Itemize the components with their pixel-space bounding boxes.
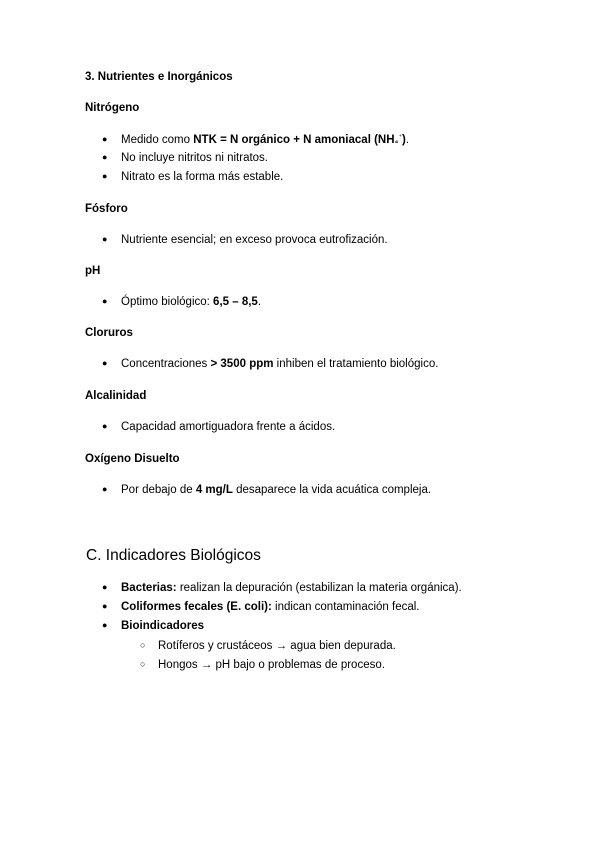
- sublist-item-rotiferos: ○ Rotíferos y crustáceos → agua bien depurada.: [140, 640, 396, 652]
- list-item-fosforo: ● Nutriente esencial; en exceso provoca eutrofización.: [102, 234, 388, 246]
- bullet-icon: ●: [102, 171, 108, 181]
- sublist-item-hongos: ○ Hongos → pH bajo o problemas de proceso.: [140, 659, 385, 671]
- section-c-title: C. Indicadores Biológicos: [86, 547, 261, 564]
- list-item-bioindicadores: ● Bioindicadores: [102, 620, 205, 632]
- bullet-icon: ●: [102, 152, 108, 162]
- list-item-ntk: ● Medido como NTK = N orgánico + N amoniacal (NH₄⁺).: [102, 134, 410, 146]
- bullet-icon: ●: [102, 358, 108, 368]
- list-item-alcalinidad: ● Capacidad amortiguadora frente a ácidos.: [102, 421, 336, 433]
- bullet-icon: ●: [102, 421, 108, 431]
- list-item-nitritos: ● No incluye nitritos ni nitratos.: [102, 152, 269, 164]
- heading-oxigeno-disuelto: Oxígeno Disuelto: [85, 453, 180, 465]
- list-item-oxigeno: ● Por debajo de 4 mg/L desaparece la vida acuática compleja.: [102, 484, 432, 496]
- list-item-cloruros: ● Concentraciones > 3500 ppm inhiben el tratamiento biológico.: [102, 358, 439, 370]
- heading-nitrogeno: Nitrógeno: [85, 102, 140, 114]
- bullet-icon: ●: [102, 620, 108, 630]
- bullet-icon: ●: [102, 296, 108, 306]
- heading-fosforo: Fósforo: [85, 203, 128, 215]
- bullet-icon: ●: [102, 582, 108, 592]
- bullet-icon: ●: [102, 234, 108, 244]
- heading-ph: pH: [85, 265, 101, 277]
- section-3-title: 3. Nutrientes e Inorgánicos: [85, 71, 233, 83]
- hollow-bullet-icon: ○: [140, 659, 146, 669]
- bullet-icon: ●: [102, 601, 108, 611]
- list-item-nitrato: ● Nitrato es la forma más estable.: [102, 171, 284, 183]
- bullet-icon: ●: [102, 484, 108, 494]
- list-item-ph: ● Óptimo biológico: 6,5 – 8,5.: [102, 296, 262, 308]
- heading-cloruros: Cloruros: [85, 327, 133, 339]
- bullet-icon: ●: [102, 134, 108, 144]
- list-item-coliformes: ● Coliformes fecales (E. coli): indican contaminación fecal.: [102, 601, 420, 613]
- hollow-bullet-icon: ○: [140, 640, 146, 650]
- list-item-bacterias: ● Bacterias: realizan la depuración (estabilizan la materia orgánica).: [102, 582, 462, 594]
- heading-alcalinidad: Alcalinidad: [85, 390, 147, 402]
